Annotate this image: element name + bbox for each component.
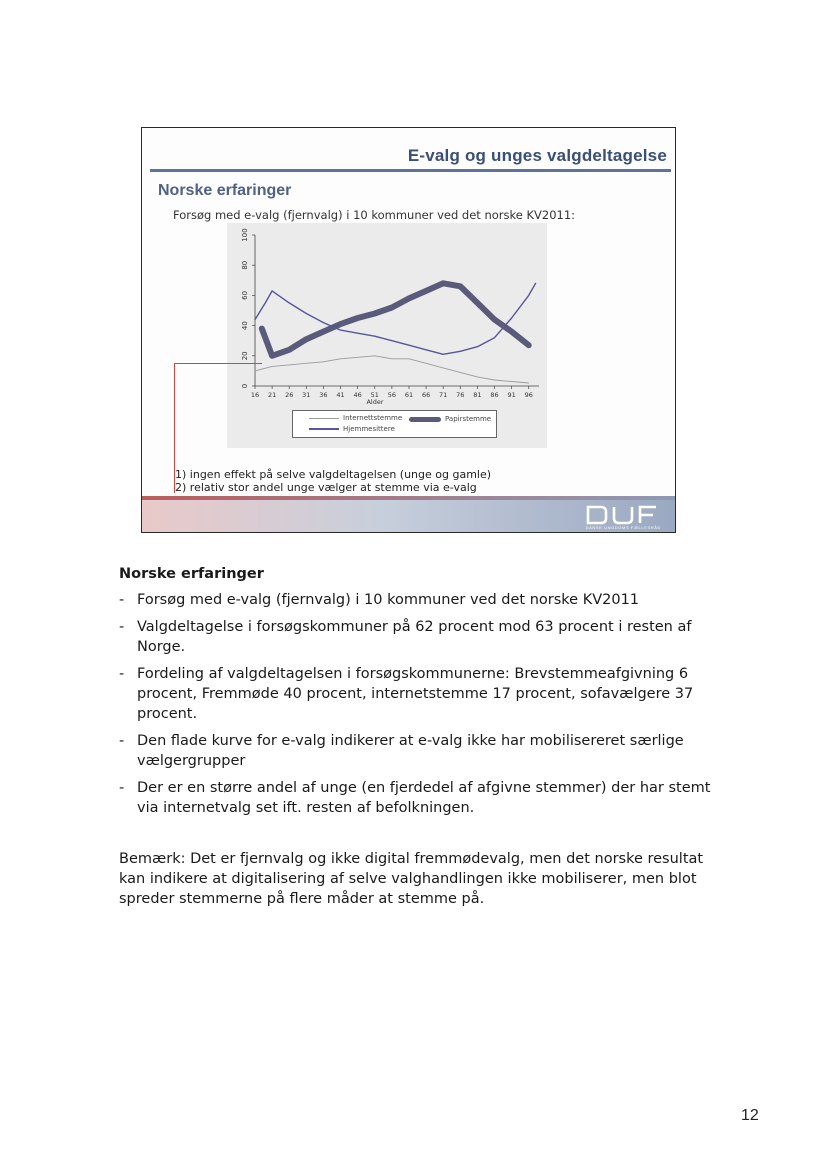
notes-heading: Norske erfaringer [119,566,264,582]
y-tick-label: 20 [241,351,249,361]
y-tick-label: 80 [241,260,249,270]
x-tick-label: 76 [456,391,465,399]
y-tick-label: 60 [241,290,249,300]
slide-image [141,127,676,533]
legend-swatch-hjemmesittere [309,428,339,430]
bullet-item: - Valgdeltagelse i forsøgskommuner på 62 procent mod 63 procent i resten af Norge. [119,617,719,657]
bullet-item: - Der er en større andel af unge (en fjerdedel af afgivne stemmer) der har stemt via internetvalg set ift. resten af befolkningen. [119,778,719,818]
notes-bullet-list [119,590,719,818]
page-number: 12 [741,1107,759,1124]
legend-label-papirstemme: Papirstemme [445,415,492,423]
legend-swatch-internettstemme [309,418,339,419]
slide-intro: Forsøg med e-valg (fjernvalg) i 10 kommuner ved det norske KV2011: [173,208,576,222]
legend-item-hjemmesittere [309,425,395,433]
remark-paragraph: Bemærk: Det er fjernvalg og ikke digital fremmødevalg, men det norske resultat kan indikere at digitalisering af selve valghandlingen ikke mobiliserer, men blot spreder stemmerne på flere måder at stemme på. [119,851,704,907]
legend-item-internettstemme [309,414,402,422]
x-tick-label: 26 [285,391,294,399]
chart [227,223,547,448]
x-tick-label: 86 [490,391,499,399]
duf-logo-subtitle: DANSK UNGDOMS FÆLLESRÅD [585,525,661,530]
legend-item-papirstemme [409,415,491,423]
notes-section [119,564,719,825]
x-tick-label: 31 [302,391,311,399]
x-tick-label: 96 [524,391,533,399]
title-rule [150,169,671,172]
x-tick-label: 91 [507,391,516,399]
x-tick-label: 46 [353,391,362,399]
x-tick-label: 56 [387,391,397,399]
series-line-papirstemme [262,283,529,356]
bullet-item: - Fordeling af valgdeltagelsen i forsøgskommunerne: Brevstemmeafgivning 6 procent, Fremmøde 40 procent, internetstemme 17 procent, sofavælgere 37 procent. [119,664,719,724]
x-tick-label: 21 [267,391,277,399]
x-tick-label: 66 [421,391,431,399]
footer-accent-rule [142,496,675,500]
x-axis-label: Alder [366,398,384,406]
series-line-internettstemme [255,356,529,383]
bullet-item: - Den flade kurve for e-valg indikerer at e-valg ikke har mobilisereret særlige vælgergrupper [119,731,719,771]
duf-logo [585,504,659,526]
x-tick-label: 41 [336,391,345,399]
y-tick-label: 0 [241,383,249,389]
finding-2: 2) relativ stor andel unge vælger at stemme via e-valg [175,481,477,494]
x-tick-label: 81 [473,391,482,399]
legend-swatch-papirstemme [409,417,441,422]
bullet-item: - Forsøg med e-valg (fjernvalg) i 10 kommuner ved det norske KV2011 [119,590,719,610]
chart-legend [292,410,497,438]
finding-1: 1) ingen effekt på selve valgdeltagelsen (unge og gamle) [175,468,492,481]
slide-footer-band [142,496,675,532]
annotation-bracket-horizontal [174,363,262,364]
slide-title: E-valg og unges valgdeltagelse [407,146,667,165]
legend-label-internettstemme: Internettstemme [343,414,403,422]
x-tick-label: 16 [250,391,260,399]
y-tick-label: 40 [241,321,249,331]
x-tick-label: 71 [439,391,448,399]
x-tick-label: 36 [319,391,328,399]
x-tick-label: 51 [370,391,379,399]
y-tick-label: 100 [241,228,249,242]
legend-label-hjemmesittere: Hjemmesittere [343,425,395,433]
slide-subtitle: Norske erfaringer [158,182,292,199]
x-tick-label: 61 [404,391,414,399]
